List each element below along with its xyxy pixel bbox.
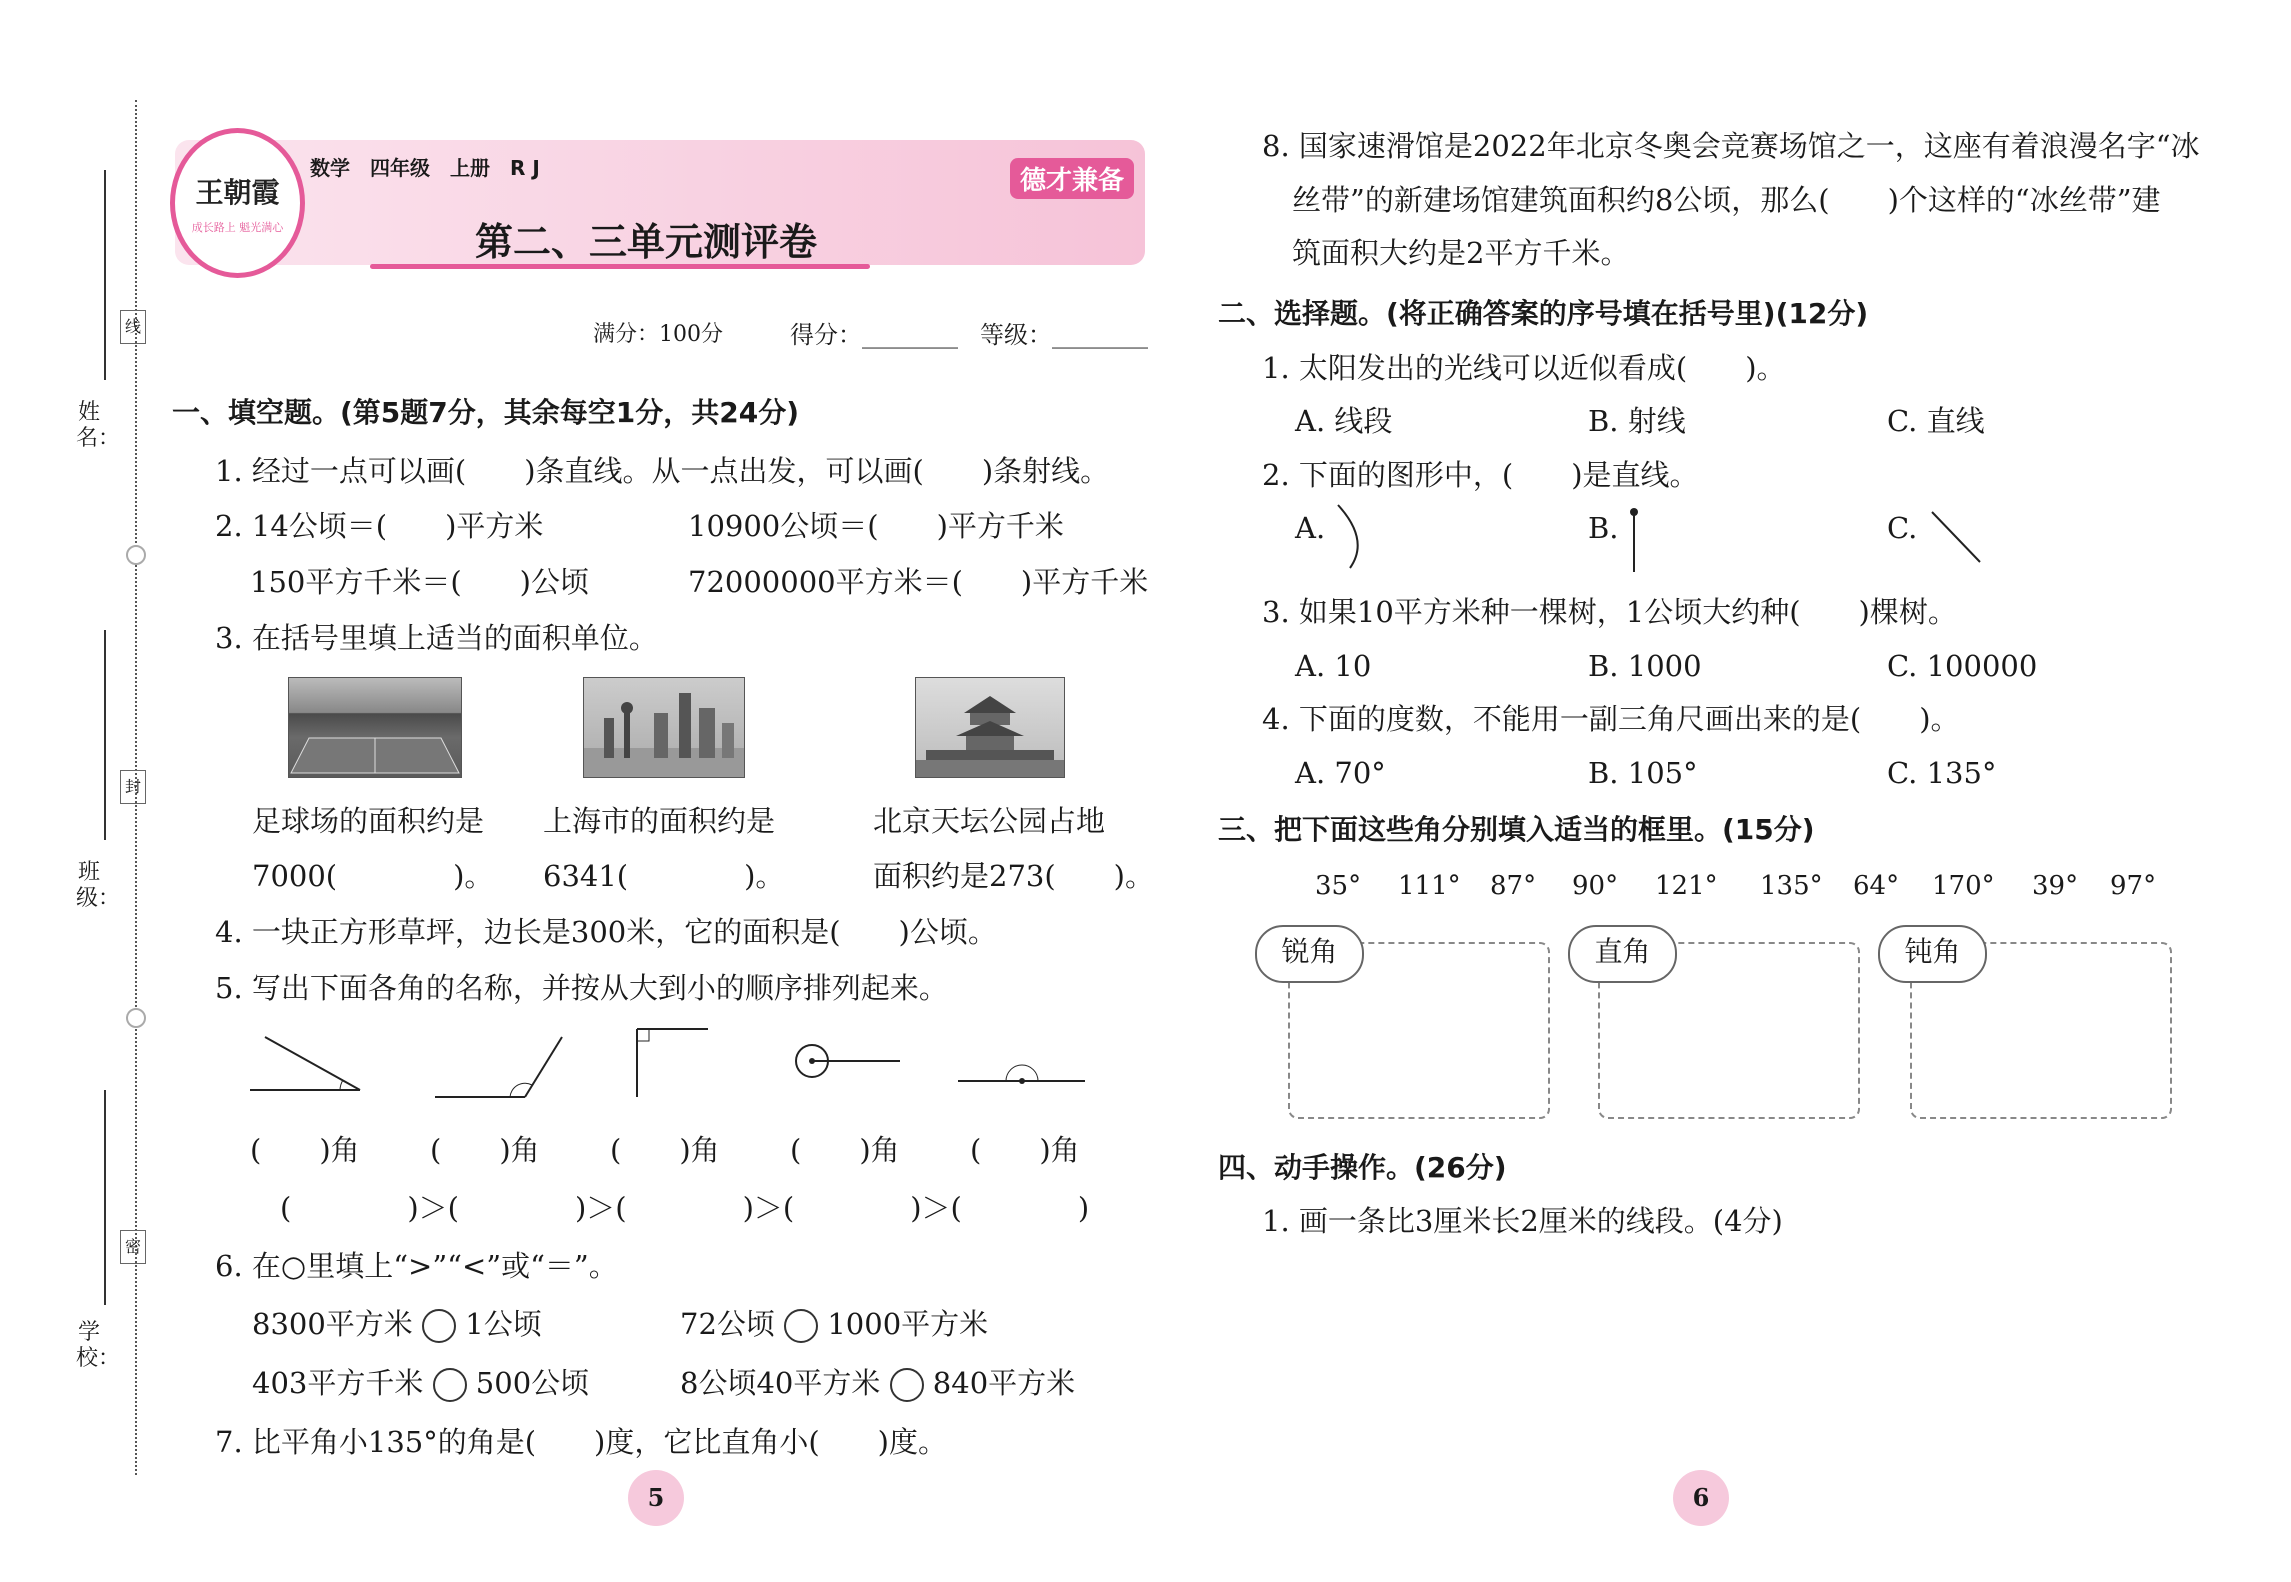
straight-angle-figure bbox=[958, 1065, 1085, 1084]
q1-6: 6. 在○里填上“>”“<”或“＝”。 bbox=[215, 1249, 618, 1283]
q3b-line2: 6341( )。 bbox=[543, 859, 785, 893]
right-angle-figure bbox=[637, 1029, 708, 1097]
logo-subtext: 成长路上 魁光满心 bbox=[191, 221, 284, 234]
name-line bbox=[104, 170, 106, 380]
q6-b bbox=[680, 1306, 988, 1343]
stadium-photo bbox=[288, 677, 462, 778]
angle-figures bbox=[240, 1025, 1110, 1100]
q3c-line1: 北京天坛公园占地 bbox=[873, 804, 1106, 838]
angle-value-6: 135° bbox=[1760, 871, 1823, 901]
class-label: 班 级： bbox=[76, 860, 121, 911]
q3c-line2: 面积约是273( )。 bbox=[873, 859, 1154, 893]
q2-1-c: C. 直线 bbox=[1887, 404, 1985, 438]
q2-3-c: C. 100000 bbox=[1887, 649, 2038, 683]
q5-order: ( )＞( )＞( )＞( )＞( ) bbox=[280, 1191, 1090, 1225]
q5-angle-5: ( )角 bbox=[970, 1133, 1080, 1167]
q2-2-figures bbox=[1320, 500, 2000, 575]
section-4-title: 四、动手操作。(26分) bbox=[1218, 1151, 1507, 1184]
q5-angle-3: ( )角 bbox=[610, 1133, 720, 1167]
q6b-right: 1000平方米 bbox=[827, 1307, 989, 1341]
obtuse-angle-figure bbox=[435, 1037, 562, 1097]
q6-c bbox=[252, 1365, 589, 1402]
score-field[interactable]: 得分：________ bbox=[790, 321, 958, 349]
shanghai-photo bbox=[583, 677, 745, 778]
seal-char-1: 线 bbox=[120, 310, 146, 344]
curve-figure bbox=[1338, 505, 1358, 568]
logo-badge bbox=[170, 128, 305, 278]
section-2-title: 二、选择题。(将正确答案的序号填在括号里)(12分) bbox=[1218, 297, 1869, 330]
line-figure bbox=[1932, 512, 1980, 562]
q6-d bbox=[680, 1365, 1075, 1402]
q2-3-a: A. 10 bbox=[1295, 649, 1372, 683]
name-label: 姓 名： bbox=[76, 400, 121, 451]
angle-value-8: 170° bbox=[1932, 871, 1995, 901]
q2-2-b: B. bbox=[1588, 511, 1619, 545]
q6-a bbox=[252, 1306, 542, 1343]
q5-angle-1: ( )角 bbox=[250, 1133, 360, 1167]
q1-3: 3. 在括号里填上适当的面积单位。 bbox=[215, 621, 658, 655]
angle-value-4: 90° bbox=[1572, 871, 1619, 901]
q2-4-a: A. 70° bbox=[1295, 756, 1386, 790]
page-number-6: 6 bbox=[1673, 1470, 1729, 1526]
seal-char-3: 密 bbox=[120, 1230, 146, 1264]
q4-1: 1. 画一条比3厘米长2厘米的线段。(4分) bbox=[1262, 1204, 1783, 1238]
q6d-circle[interactable] bbox=[890, 1368, 924, 1402]
q6c-left: 403平方千米 bbox=[252, 1366, 424, 1400]
title-underline bbox=[370, 264, 870, 269]
full-score: 满分：100分 bbox=[593, 322, 723, 347]
class-line bbox=[104, 630, 106, 840]
q2-2-a: A. bbox=[1295, 511, 1326, 545]
angle-value-1: 35° bbox=[1315, 871, 1362, 901]
logo-text: 王朝霞 bbox=[195, 176, 280, 209]
temple-of-heaven-photo bbox=[915, 677, 1065, 778]
q6b-circle[interactable] bbox=[784, 1309, 818, 1343]
q2-1-a: A. 线段 bbox=[1295, 404, 1393, 438]
q2-1: 1. 太阳发出的光线可以近似看成( )。 bbox=[1262, 351, 1786, 385]
q5-angle-4: ( )角 bbox=[790, 1133, 900, 1167]
angle-value-7: 64° bbox=[1853, 871, 1900, 901]
q2-3-b: B. 1000 bbox=[1588, 649, 1702, 683]
ray-figure bbox=[1630, 508, 1638, 572]
q6c-right: 500公顷 bbox=[475, 1366, 590, 1400]
q6a-right: 1公顷 bbox=[465, 1307, 542, 1341]
q1-1: 1. 经过一点可以画( )条直线。从一点出发，可以画( )条射线。 bbox=[215, 454, 1110, 488]
q2-4-b: B. 105° bbox=[1588, 756, 1698, 790]
q6d-right: 840平方米 bbox=[932, 1366, 1076, 1400]
q2-1-b: B. 射线 bbox=[1588, 404, 1686, 438]
right-angle-label: 直角 bbox=[1568, 925, 1677, 983]
q2-4: 4. 下面的度数，不能用一副三角尺画出来的是( )。 bbox=[1262, 702, 1960, 736]
q2-2-c: C. bbox=[1887, 511, 1918, 545]
q1-8-line3: 筑面积大约是2平方千米。 bbox=[1292, 236, 1630, 270]
q1-2a: 2. 14公顷＝( )平方米 bbox=[215, 509, 544, 543]
q3b-line1: 上海市的面积约是 bbox=[543, 804, 776, 838]
angle-value-5: 121° bbox=[1655, 871, 1718, 901]
q3a-line1: 足球场的面积约是 bbox=[252, 804, 485, 838]
q1-7: 7. 比平角小135°的角是( )度，它比直角小( )度。 bbox=[215, 1425, 947, 1459]
q1-4: 4. 一块正方形草坪，边长是300米，它的面积是( )公顷。 bbox=[215, 915, 997, 949]
q1-8-line2: 丝带”的新建场馆建筑面积约8公顷，那么( )个这样的“冰丝带”建 bbox=[1292, 183, 2161, 217]
q2-2: 2. 下面的图形中，( )是直线。 bbox=[1262, 458, 1699, 492]
q6a-left: 8300平方米 bbox=[252, 1307, 413, 1341]
obtuse-angle-label: 钝角 bbox=[1878, 925, 1987, 983]
angle-value-2: 111° bbox=[1398, 871, 1461, 901]
q2-4-c: C. 135° bbox=[1887, 756, 1997, 790]
angle-value-9: 39° bbox=[2032, 871, 2079, 901]
q1-2d: 72000000平方米＝( )平方千米 bbox=[688, 565, 1149, 599]
q6c-circle[interactable] bbox=[433, 1368, 467, 1402]
q1-2b: 10900公顷＝( )平方千米 bbox=[688, 509, 1064, 543]
acute-angle-figure bbox=[250, 1037, 360, 1090]
section-1-title: 一、填空题。(第5题7分，其余每空1分，共24分) bbox=[172, 396, 800, 429]
angle-value-10: 97° bbox=[2110, 871, 2157, 901]
binding-hole-1 bbox=[126, 545, 146, 565]
school-line bbox=[104, 1090, 106, 1305]
section-3-title: 三、把下面这些角分别填入适当的框里。(15分) bbox=[1218, 813, 1815, 846]
round-angle-figure bbox=[796, 1045, 900, 1077]
q1-8-line1: 8. 国家速滑馆是2022年北京冬奥会竞赛场馆之一，这座有着浪漫名字“冰 bbox=[1262, 129, 2200, 163]
q6a-circle[interactable] bbox=[422, 1309, 456, 1343]
q6b-left: 72公顷 bbox=[680, 1307, 775, 1341]
q3a-line2: 7000( )。 bbox=[252, 859, 494, 893]
school-label: 学 校： bbox=[76, 1320, 121, 1371]
q1-5: 5. 写出下面各角的名称，并按从大到小的顺序排列起来。 bbox=[215, 971, 948, 1005]
q5-angle-2: ( )角 bbox=[430, 1133, 540, 1167]
q6d-left: 8公顷40平方米 bbox=[680, 1366, 881, 1400]
q2-3: 3. 如果10平方米种一棵树，1公顷大约种( )棵树。 bbox=[1262, 595, 1957, 629]
grade-field[interactable]: 等级：________ bbox=[980, 321, 1148, 349]
acute-angle-label: 锐角 bbox=[1255, 925, 1364, 983]
binding-hole-2 bbox=[126, 1008, 146, 1028]
motto-tag: 德才兼备 bbox=[1010, 158, 1134, 199]
angle-value-3: 87° bbox=[1490, 871, 1537, 901]
seal-char-2: 封 bbox=[120, 770, 146, 804]
q1-2c: 150平方千米＝( )公顷 bbox=[250, 565, 589, 599]
page-number-5: 5 bbox=[628, 1470, 684, 1526]
page-title: 第二、三单元测评卷 bbox=[475, 220, 818, 264]
subject-line: 数学 四年级 上册 R J bbox=[310, 156, 540, 180]
